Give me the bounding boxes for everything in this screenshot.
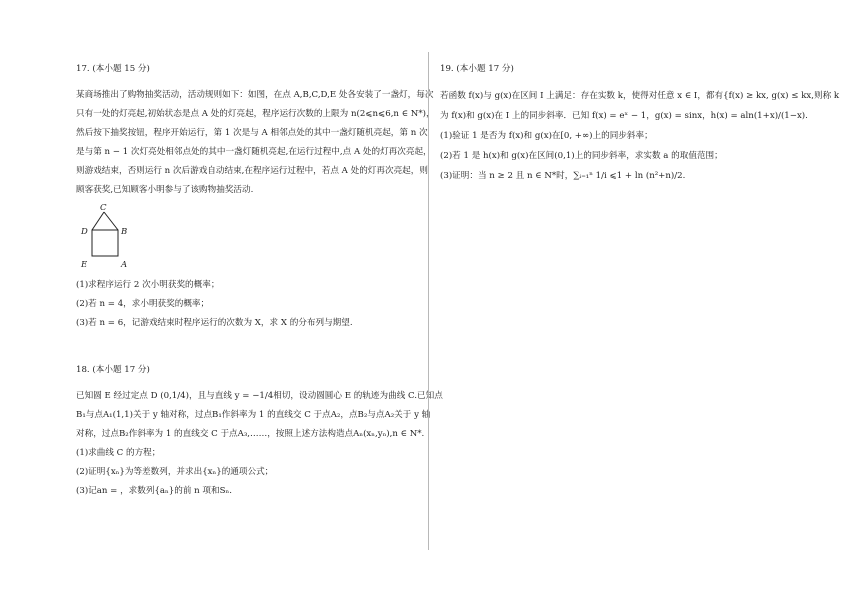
- q17-text-line: 只有一处的灯亮起,初始状态是点 A 处的灯亮起，程序运行次数的上限为 n(2⩽n⩽6,n ∈ N*)，: [76, 109, 435, 119]
- square-edges: [92, 230, 118, 256]
- q17-text-line: 然后按下抽奖按钮，程序开始运行，第 1 次是与 A 相邻点处的其中一盏灯随机亮起，第 n 次: [76, 128, 428, 138]
- q18-sub-1: (1)求曲线 C 的方程；: [76, 448, 161, 458]
- label-e: E: [81, 260, 88, 270]
- label-d: D: [81, 227, 88, 237]
- q18-subquestions: [76, 444, 416, 501]
- q17-sub-3: (3)若 n = 6，记游戏结束时程序运行的次数为 X，求 X 的分布列与期望.: [76, 318, 353, 328]
- q17-text-line: 是与第 n − 1 次灯亮处相邻点处的其中一盏灯随机亮起,在运行过程中,点 A 处的灯再次亮起，: [76, 147, 432, 157]
- q18-text-line: 对称，过点B₂作斜率为 1 的直线交 C 于点A₃,……，按照上述方法构造点Aₙ(xₙ,yₙ),n ∈ N*.: [76, 429, 425, 439]
- q19-text-line: 为 f(x)和 g(x)在 I 上的同步斜率．已知 f(x) = eˣ − 1，g(x) = sinx，h(x) = aln(1+x)/(1−x).: [440, 111, 808, 121]
- q18-sub-2: (2)证明{xₙ}为等差数列，并求出{xₙ}的通项公式；: [76, 467, 274, 477]
- q17-text-line: 则游戏结束，否则运行 n 次后游戏自动结束,在程序运行过程中，若点 A 处的灯再次亮起，则: [76, 166, 428, 176]
- q17-sub-2: (2)若 n = 4，求小明获奖的概率；: [76, 299, 210, 309]
- edge-c-b: [104, 212, 118, 230]
- label-c: C: [100, 204, 107, 213]
- q18-text-line: 已知圆 E 经过定点 D (0,1/4)，且与直线 y = −1/4相切，设动圆圆心 E 的轨迹为曲线 C.已知点: [76, 391, 443, 401]
- right-column: [440, 62, 840, 186]
- question-17: [76, 62, 435, 333]
- q18-text-line: B₁与点A₁(1,1)关于 y 轴对称，过点B₁作斜率为 1 的直线交 C 于点A₂，点B₂与点A₂关于 y 轴: [76, 410, 431, 420]
- label-b: B: [121, 227, 128, 237]
- q18-sub-3: (3)记an = ，求数列{aₙ}的前 n 项和Sₙ.: [76, 486, 232, 496]
- column-divider: [428, 52, 429, 550]
- question-18: [76, 363, 443, 501]
- q19-sub-3: (3)证明：当 n ≥ 2 且 n ∈ N*时，∑ᵢ₌₁ⁿ 1/i ⩽1 + ln (n²+n)/2.: [440, 171, 686, 181]
- left-column: [76, 62, 443, 501]
- q17-subquestions: [76, 276, 416, 333]
- lamp-diagram: [78, 204, 144, 272]
- edge-d-c: [92, 212, 104, 230]
- q17-text-line: 某商场推出了购物抽奖活动，活动规则如下：如图，在点 A,B,C,D,E 处各安装了一盏灯，每次: [76, 90, 434, 100]
- q19-sub-1: (1)验证 1 是否为 f(x)和 g(x)在[0, +∞)上的同步斜率；: [440, 131, 653, 141]
- q17-text-line: 顾客获奖,已知顾客小明参与了该购物抽奖活动.: [76, 185, 254, 195]
- q17-heading: 17. (本小题 15 分): [76, 64, 150, 74]
- q19-sub-2: (2)若 1 是 h(x)和 g(x)在区间(0,1)上的同步斜率，求实数 a 的取值范围；: [440, 151, 723, 161]
- q18-heading: 18. (本小题 17 分): [76, 365, 150, 375]
- q19-heading: 19. (本小题 17 分): [440, 64, 514, 74]
- q17-sub-1: (1)求程序运行 2 次小明获奖的概率；: [76, 280, 220, 290]
- q19-text-line: 若函数 f(x)与 g(x)在区间 I 上满足：存在实数 k，使得对任意 x ∈ I，都有{f(x) ≥ kx, g(x) ≤ kx,则称 k: [440, 91, 840, 101]
- question-19: [440, 62, 840, 186]
- label-a: A: [121, 260, 128, 270]
